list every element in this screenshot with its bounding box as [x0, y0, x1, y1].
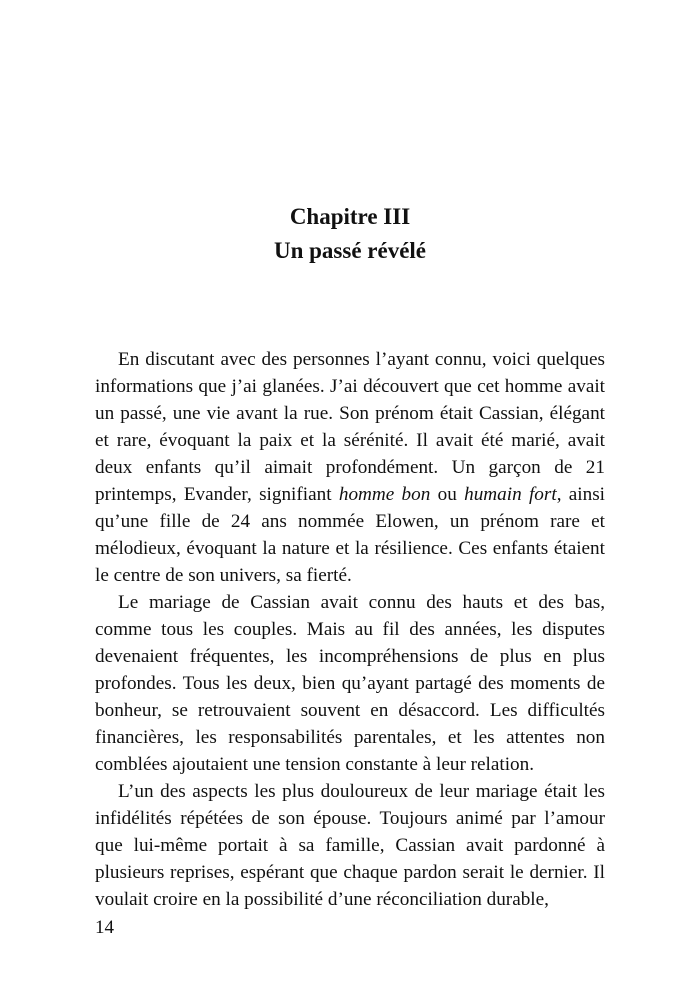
paragraph — [95, 346, 605, 589]
text-segment: , ainsi qu’une fille de 24 ans nommée Elowen, un prénom rare et mélodieux, évoquant la nature et la résilience. Ces enfants étaient le centre de son univers, sa fierté. — [95, 484, 606, 586]
chapter-title: Un passé révélé — [273, 238, 427, 263]
chapter-number: Chapitre III — [289, 204, 411, 229]
text-segment: Le mariage de Cassian avait connu des hauts et des bas, comme tous les couples. Mais au fil des années, les disputes devenaient fréquentes, les incompréhensions de plus en plus profondes. Tous les deux, bien qu’ayant partagé des moments de bonheur, se retrouvaient souvent en désaccord. Les difficultés financières, les responsabilités parentales, et les attentes non comblées ajoutaient une tension constante à leur relation. — [95, 592, 605, 775]
page-number: 14 — [95, 917, 114, 938]
body-text — [95, 346, 605, 913]
italic-segment: humain fort — [464, 484, 557, 505]
paragraph — [95, 589, 605, 778]
text-segment: L’un des aspects les plus douloureux de leur mariage était les infidélités répétées de son épouse. Toujours animé par l’amour que lui-même portait à sa famille, Cassian avait pardonné à plusieurs reprises, espérant que chaque pardon serait le dernier. Il voulait croire en la possibilité d’une réconciliation durable, — [95, 781, 605, 910]
paragraph — [95, 778, 605, 913]
italic-segment: homme bon — [338, 484, 431, 505]
text-segment: En discutant avec des personnes l’ayant connu, voici quelques informations que j’ai glanées. J’ai découvert que cet homme avait un passé, une vie avant la rue. Son prénom était Cassian, élégant et rare, évoquant la paix et la sérénité. Il avait été marié, avait deux enfants qu’il aimait profondément. Un garçon de 21 printemps, Evander, signifiant — [95, 349, 605, 505]
chapter-heading — [0, 200, 700, 268]
text-segment: ou — [430, 484, 465, 505]
